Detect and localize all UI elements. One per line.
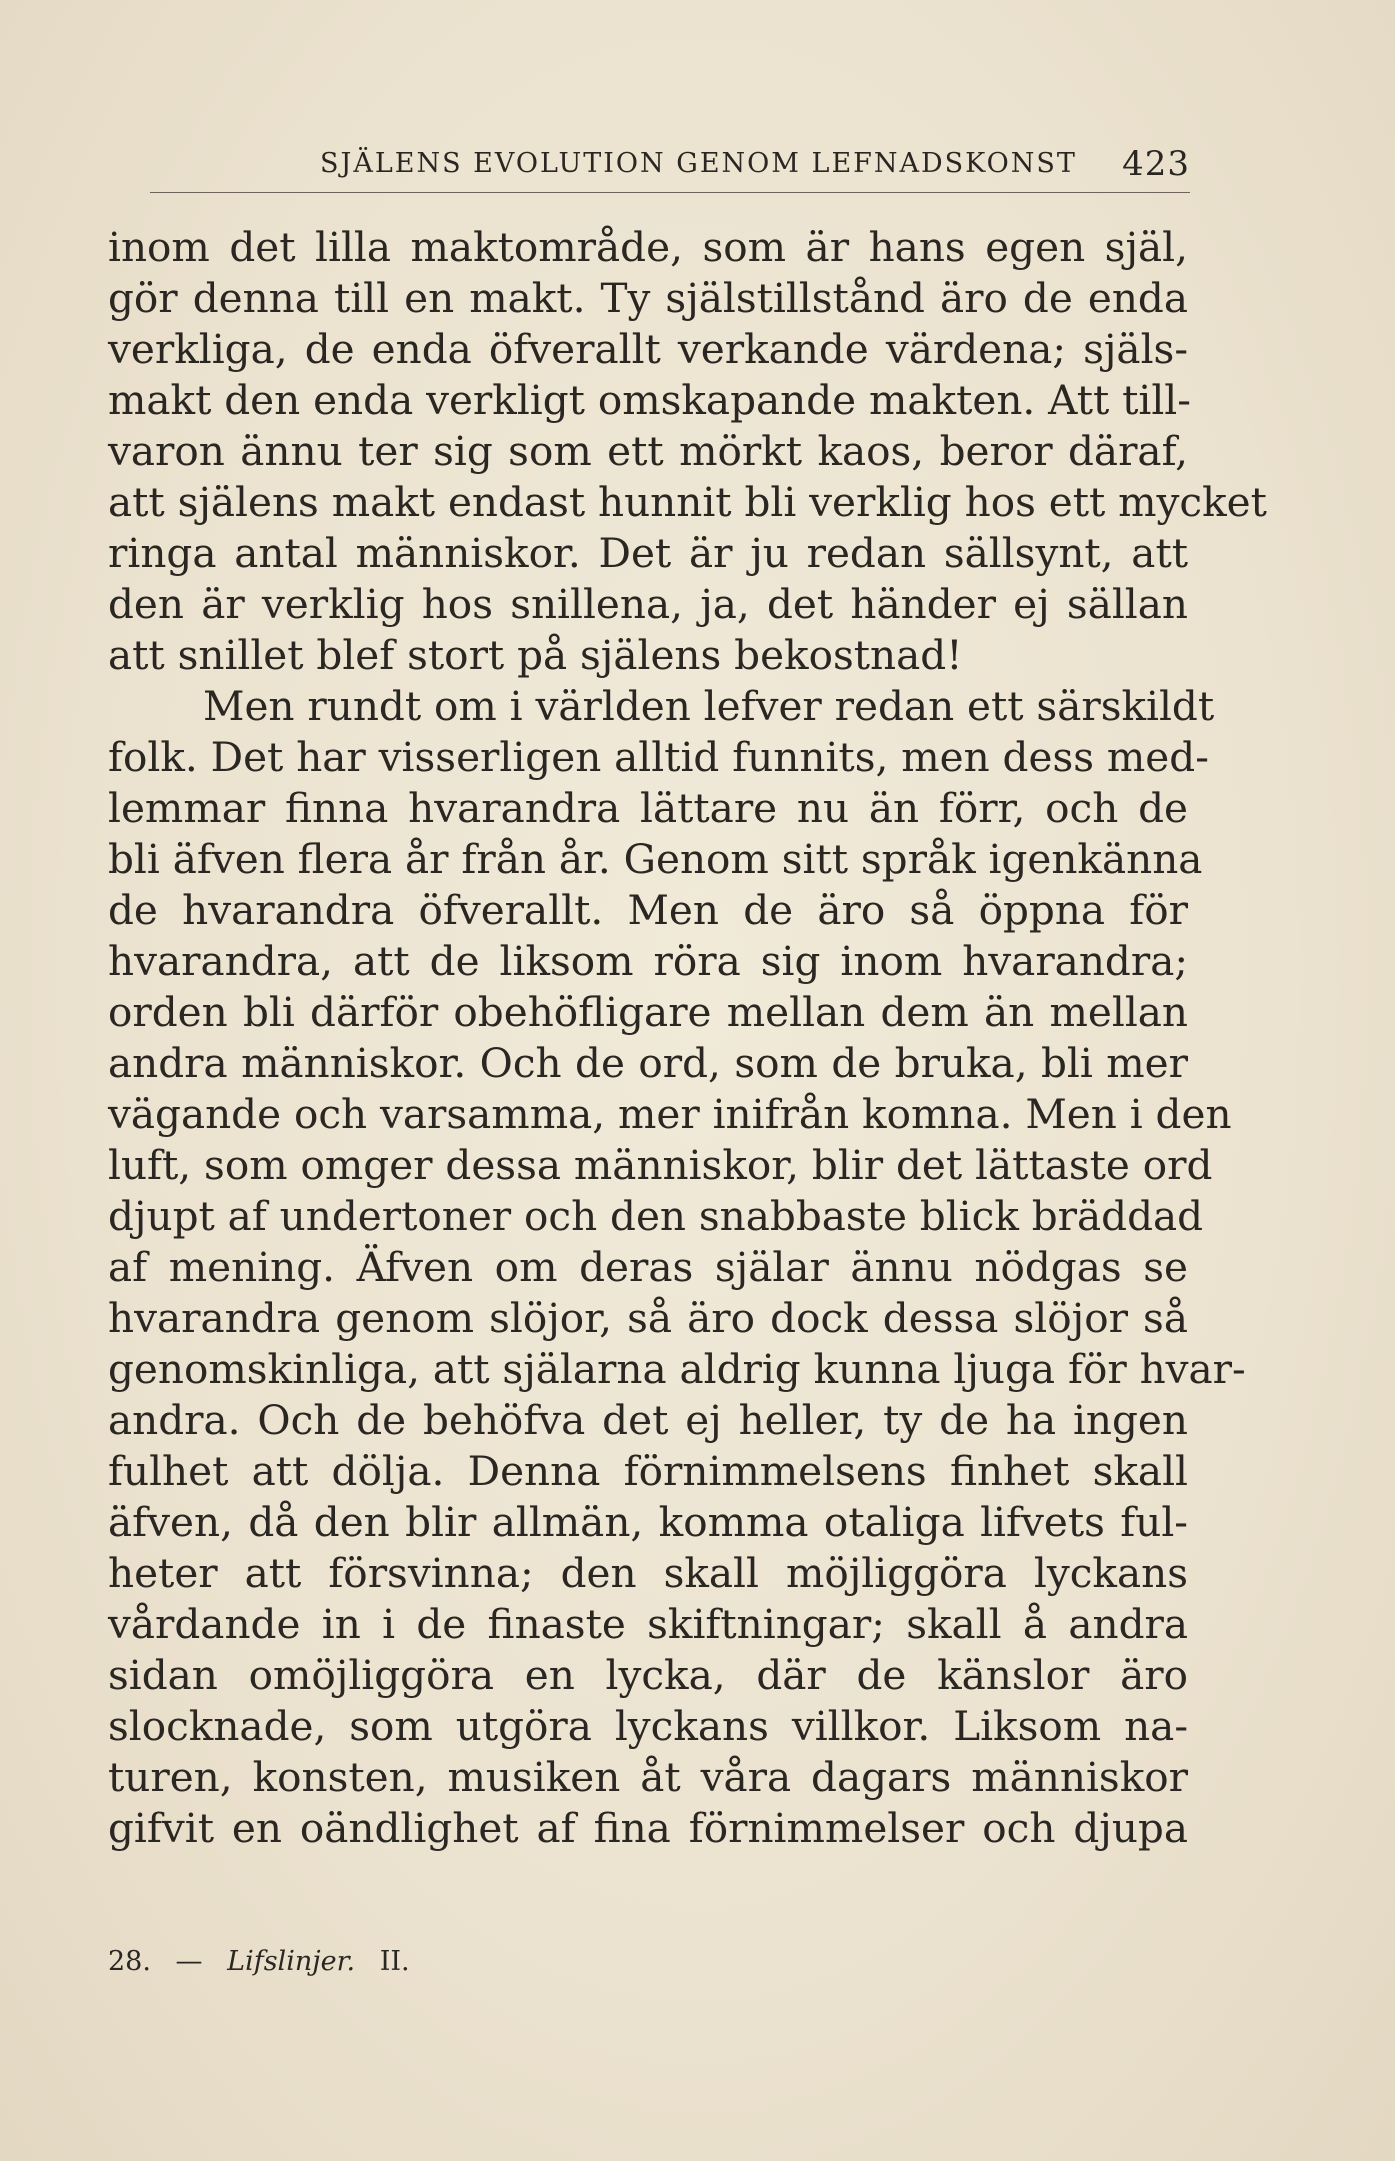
text-line: varon ännu ter sig som ett mörkt kaos, beror däraf,: [108, 427, 1188, 475]
text-line: djupt af undertoner och den snabbaste blick bräddad: [108, 1192, 1204, 1240]
text-line: att själens makt endast hunnit bli verklig hos ett mycket: [108, 478, 1267, 526]
text-line: hvarandra genom slöjor, så äro dock dessa slöjor så: [108, 1294, 1188, 1342]
text-line: den är verklig hos snillena, ja, det händer ej sällan: [108, 580, 1188, 628]
text-line: vägande och varsamma, mer inifrån komna. Men i den: [108, 1090, 1232, 1138]
text-line: genomskinliga, att själarna aldrig kunna ljuga för hvar-: [108, 1345, 1246, 1393]
text-line: luft, som omger dessa människor, blir det lättaste ord: [108, 1141, 1213, 1189]
page-header: [150, 140, 1190, 190]
body-text: [108, 222, 1267, 1854]
text-line: heter att försvinna; den skall möjliggöra lyckans: [108, 1549, 1188, 1597]
text-line: vårdande in i de finaste skiftningar; skall å andra: [108, 1600, 1188, 1648]
page-number: 423: [1122, 144, 1190, 184]
text-line: gör denna till en makt. Ty själstillstånd äro de enda: [108, 274, 1188, 322]
text-line: sidan omöjliggöra en lycka, där de känslor äro: [108, 1651, 1188, 1699]
text-line: turen, konsten, musiken åt våra dagars människor: [108, 1753, 1188, 1801]
text-line: orden bli därför obehöfligare mellan dem än mellan: [108, 988, 1188, 1036]
header-rule: [150, 192, 1190, 193]
text-line: äfven, då den blir allmän, komma otaliga lifvets ful-: [108, 1498, 1188, 1546]
signature-volume: II.: [379, 1946, 410, 1977]
text-line: folk. Det har visserligen alltid funnits, men dess med-: [108, 733, 1209, 781]
text-line: fulhet att dölja. Denna förnimmelsens finhet skall: [108, 1447, 1188, 1495]
signature-footer: [108, 1946, 410, 1977]
signature-title: Lifslinjer.: [227, 1946, 356, 1977]
signature-number: 28.: [108, 1946, 151, 1977]
text-line: andra människor. Och de ord, som de bruka, bli mer: [108, 1039, 1188, 1087]
text-line: lemmar finna hvarandra lättare nu än förr, och de: [108, 784, 1188, 832]
text-line: gifvit en oändlighet af fina förnimmelser och djupa: [108, 1804, 1188, 1852]
text-line: inom det lilla maktområde, som är hans egen själ,: [108, 223, 1188, 271]
running-head: SJÄLENS EVOLUTION GENOM LEFNADSKONST: [320, 148, 1077, 179]
signature-dash: —: [175, 1946, 203, 1977]
text-line: af mening. Äfven om deras själar ännu nödgas se: [108, 1243, 1188, 1291]
text-line: verkliga, de enda öfverallt verkande värdena; själs-: [108, 325, 1188, 373]
text-line: andra. Och de behöfva det ej heller, ty de ha ingen: [108, 1396, 1188, 1444]
text-line: slocknade, som utgöra lyckans villkor. Liksom na-: [108, 1702, 1188, 1750]
text-line: bli äfven flera år från år. Genom sitt språk igenkänna: [108, 835, 1203, 883]
text-line: de hvarandra öfverallt. Men de äro så öppna för: [108, 886, 1188, 934]
text-line: ringa antal människor. Det är ju redan sällsynt, att: [108, 529, 1188, 577]
paragraph-start-line: Men rundt om i världen lefver redan ett särskildt: [203, 682, 1215, 730]
text-line: makt den enda verkligt omskapande makten. Att till-: [108, 376, 1191, 424]
paragraph-end-line: att snillet blef stort på själens bekostnad!: [108, 631, 963, 679]
text-line: hvarandra, att de liksom röra sig inom hvarandra;: [108, 937, 1188, 985]
